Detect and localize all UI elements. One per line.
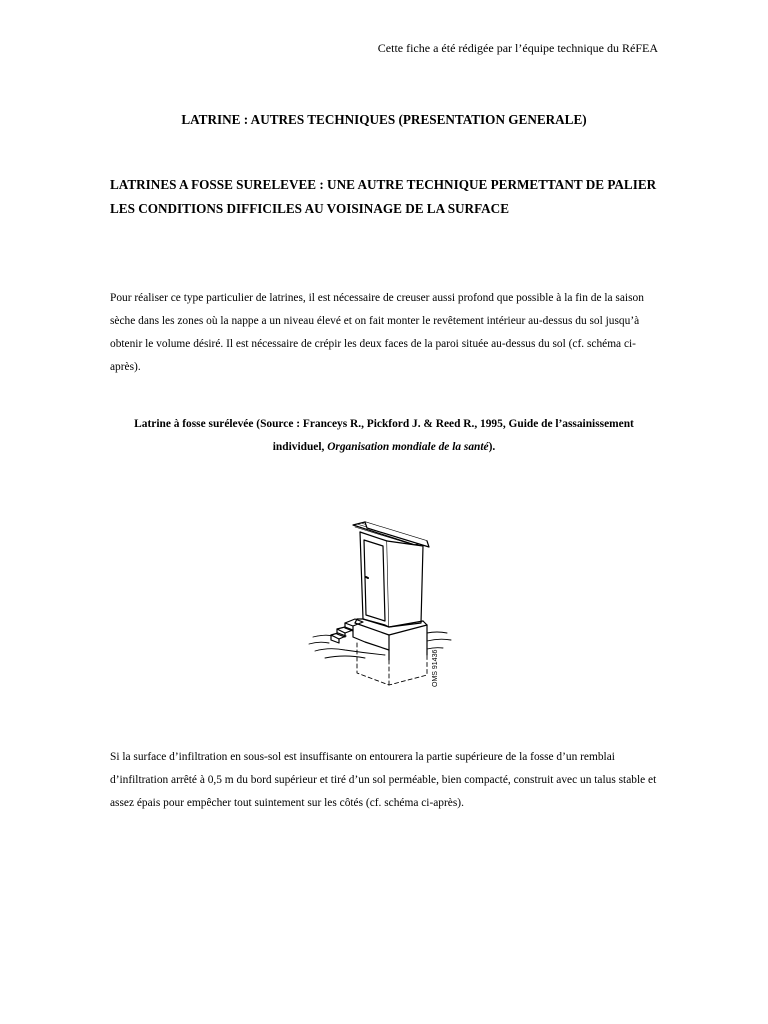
figure-label: OMS 91436 bbox=[432, 649, 439, 687]
latrine-illustration bbox=[305, 515, 455, 695]
page-title: LATRINE : AUTRES TECHNIQUES (PRESENTATION GENERALE) bbox=[181, 112, 587, 127]
figure-caption bbox=[120, 413, 648, 459]
caption-organisation: Organisation mondiale de la santé bbox=[327, 441, 489, 453]
header-note: Cette fiche a été rédigée par l’équipe technique du RéFEA bbox=[377, 41, 658, 55]
raised-pit-latrine-drawing bbox=[305, 515, 455, 695]
caption-end: ). bbox=[488, 441, 496, 453]
section-title: LATRINES A FOSSE SURELEVEE : UNE AUTRE TECHNIQUE PERMETTANT DE PALIER LES CONDITIONS DIFFICILES AU VOISINAGE DE LA SURFACE bbox=[110, 177, 657, 216]
caption-text: Latrine à fosse surélevée (Source : Franceys R., Pickford J. & Reed R., 1995, Guide de l’assainissement individuel, bbox=[134, 418, 634, 453]
paragraph-infiltration: Si la surface d’infiltration en sous-sol est insuffisante on entourera la partie supérieure de la fosse d’un remblai d’infiltration arrêté à 0,5 m du bord supérieur et tiré d’un sol perméable, bien compacté, construit avec un talus stable et assez épais pour empêcher tout suintement sur les côtés (cf. schéma ci-après). bbox=[110, 751, 657, 809]
paragraph-intro: Pour réaliser ce type particulier de latrines, il est nécessaire de creuser aussi profond que possible à la fin de la saison sèche dans les zones où la nappe a un niveau élevé et on fait monter le revêtement intérieur au-dessus du sol jusqu’à obtenir le volume désiré. Il est nécessaire de crépir les deux faces de la paroi située au-dessus du sol (cf. schéma ci-après). bbox=[110, 292, 644, 373]
